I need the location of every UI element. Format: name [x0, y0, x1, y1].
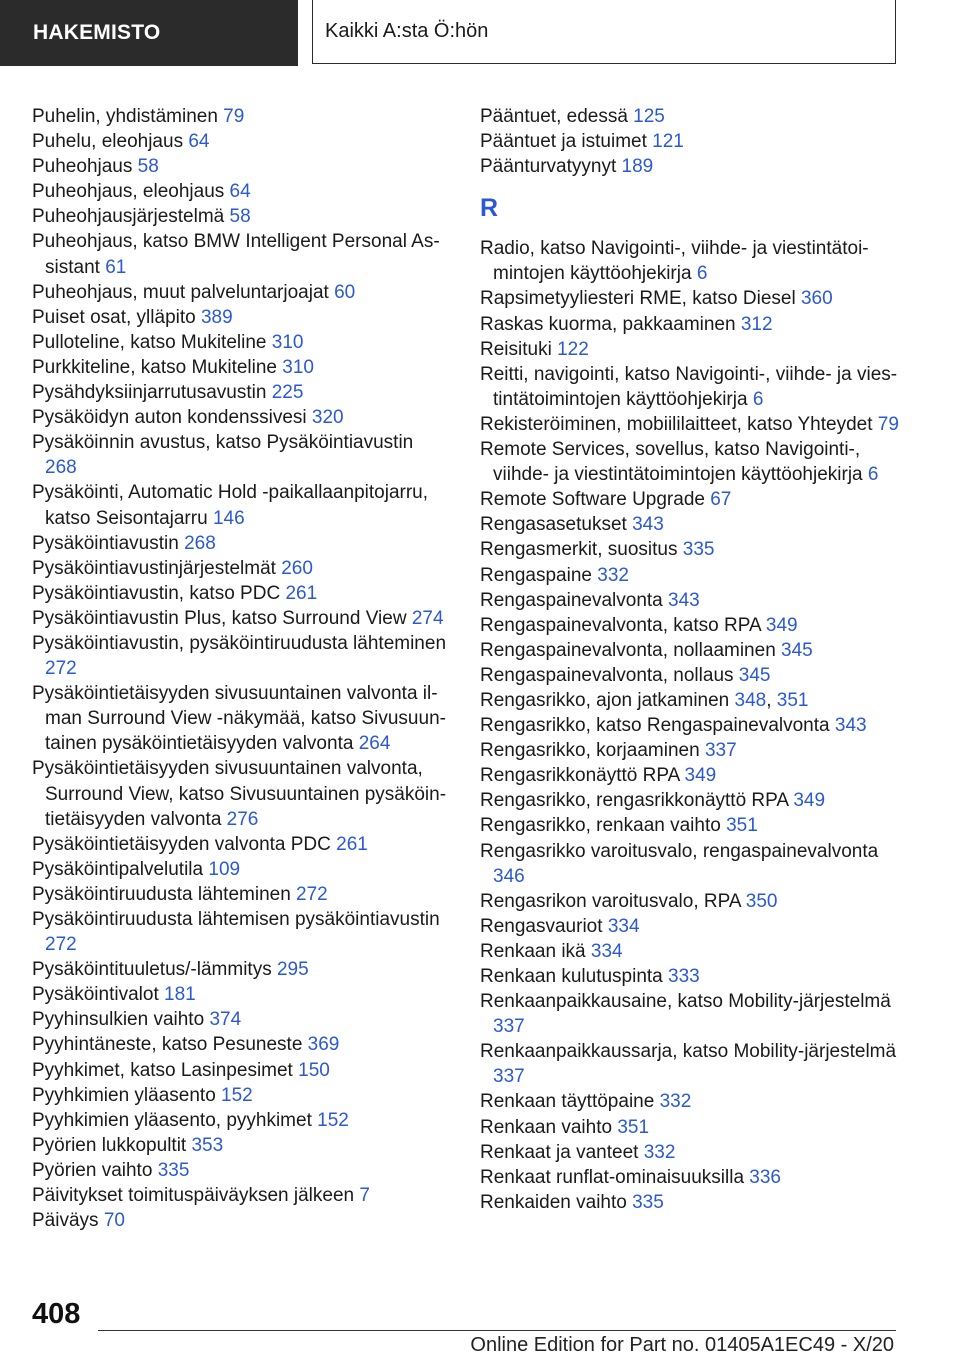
- index-entry: [480, 588, 900, 613]
- index-entry-text: Renkaanpaikkaussarja, katso Mobility-järjestelmä: [480, 1041, 897, 1063]
- page-link[interactable]: 152: [221, 1084, 253, 1106]
- index-entry: [32, 531, 450, 556]
- index-entry-text: Raskas kuorma, pakkaaminen: [480, 313, 736, 335]
- index-entry: [480, 613, 900, 638]
- page-link[interactable]: 335: [632, 1191, 664, 1213]
- index-entry-text: Rengasrikko varoitusvalo, rengaspainevalvonta: [480, 840, 879, 862]
- index-entry: [480, 337, 900, 362]
- page-link[interactable]: 343: [834, 715, 867, 737]
- index-entry-text: Pääntuet ja istuimet: [480, 131, 647, 153]
- index-entry: [32, 606, 450, 631]
- page-link[interactable]: 264: [358, 733, 391, 755]
- page-link[interactable]: 332: [659, 1091, 692, 1113]
- index-entry-text: Pysäköintiavustinjärjestelmät: [32, 557, 276, 579]
- page-link[interactable]: 64: [188, 131, 210, 153]
- index-group-p-end: [480, 104, 900, 179]
- index-entry-text: Rengasrikko, korjaaminen: [480, 740, 700, 762]
- index-entry: [32, 581, 450, 606]
- index-entry-text: Pysäköintietäisyyden valvonta PDC: [32, 833, 331, 855]
- page-link[interactable]: 6: [752, 388, 764, 410]
- index-entry-text: Rengasvauriot: [480, 915, 603, 937]
- index-entry-text: Rengasrikko, ajon jatkaminen: [480, 689, 730, 711]
- index-entry-text: Pyyhkimien yläasento: [32, 1084, 216, 1106]
- page-link[interactable]: 337: [493, 1016, 525, 1038]
- index-entry: [32, 305, 450, 330]
- index-entry-text: Pyyhkimien yläasento, pyyhkimet: [32, 1109, 312, 1131]
- page-link[interactable]: 334: [607, 915, 640, 937]
- index-entry: [480, 487, 900, 512]
- page-link[interactable]: 146: [212, 507, 245, 529]
- index-entry-text: Päänturvatyynyt: [480, 156, 617, 178]
- index-entry: [480, 286, 900, 311]
- index-entry: [32, 1108, 450, 1133]
- index-entry-text: Pysäköintiavustin, pysäköintiruudusta lähteminen: [32, 632, 447, 654]
- index-entry-text: Rengaspainevalvonta, nollaus: [480, 664, 734, 686]
- page-link[interactable]: 6: [867, 464, 879, 486]
- index-entry: [480, 914, 900, 939]
- index-entry-text: Pysäköintituuletus/-lämmitys: [32, 959, 272, 981]
- index-entry: [32, 229, 450, 279]
- page-link[interactable]: 351: [726, 815, 758, 837]
- index-group-r: [480, 236, 900, 1215]
- footer-divider: [98, 1330, 896, 1331]
- section-label: HAKEMISTO: [33, 21, 161, 44]
- index-entry: [480, 813, 900, 838]
- index-entry: [32, 1007, 450, 1032]
- index-entry: [480, 104, 900, 129]
- page-link[interactable]: 7: [359, 1185, 370, 1207]
- page-link[interactable]: 335: [682, 539, 715, 561]
- index-entry-text: Pyörien lukkopultit: [32, 1134, 187, 1156]
- page-link[interactable]: 349: [684, 765, 717, 787]
- page-title: Kaikki A:sta Ö:hön: [325, 20, 489, 42]
- index-entry: [32, 907, 450, 957]
- page-link[interactable]: 310: [282, 356, 314, 378]
- page-link[interactable]: 343: [632, 514, 664, 536]
- page-link[interactable]: 345: [781, 639, 813, 661]
- page-link[interactable]: 61: [105, 256, 127, 278]
- index-entry: [480, 738, 900, 763]
- index-entry-text: Rekisteröiminen, mobiililaitteet, katso Yhteydet: [480, 413, 873, 435]
- index-entry: [480, 563, 900, 588]
- index-entry-text: Rengasrikon varoitusvalo, RPA: [480, 890, 741, 912]
- index-entry-text: Pysäköintiavustin: [32, 532, 179, 554]
- index-entry: [32, 832, 450, 857]
- index-entry-text: Rengasrikko, renkaan vaihto: [480, 815, 721, 837]
- index-entry-text: Pysäköinti, Automatic Hold -paikallaanpitojarru, katso Seisontajarru: [32, 482, 429, 529]
- page-link[interactable]: 109: [208, 858, 241, 880]
- index-entry-text: Rapsimetyyliesteri RME, katso Diesel: [480, 288, 796, 310]
- index-entry: [480, 989, 900, 1039]
- section-letter-heading: R: [480, 194, 499, 223]
- index-entry-text: Pysäköintivalot: [32, 984, 159, 1006]
- section-tab: [0, 0, 298, 66]
- index-entry: [32, 179, 450, 204]
- index-entry-text: Renkaanpaikkausaine, katso Mobility-järjestelmä: [480, 991, 891, 1013]
- index-entry-text: Rengaspainevalvonta, katso RPA: [480, 614, 761, 636]
- page-link[interactable]: 295: [276, 959, 309, 981]
- page-link[interactable]: 337: [493, 1066, 525, 1088]
- index-entry: [480, 889, 900, 914]
- index-entry-text: Rengasrikko, katso Rengaspainevalvonta: [480, 715, 830, 737]
- index-entry-text: Rengasmerkit, suositus: [480, 539, 678, 561]
- page-link[interactable]: 310: [271, 331, 304, 353]
- page-link[interactable]: 276: [226, 808, 259, 830]
- index-entry-text: Rengaspaine: [480, 564, 592, 586]
- index-entry-text: Reisituki: [480, 338, 552, 360]
- index-entry-text: Puiset osat, ylläpito: [32, 306, 196, 328]
- index-entry-text: Pysähdyksiinjarrutusavustin: [32, 382, 267, 404]
- index-entry-text: Purkkiteline, katso Mukiteline: [32, 356, 277, 378]
- index-entry-text: Remote Services, sovellus, katso Navigointi-, viihde- ja viestintätoimintojen käyttöohjekirja: [480, 439, 863, 486]
- index-entry: [480, 236, 900, 286]
- index-entry-text: Päiväys: [32, 1210, 99, 1232]
- index-entry: [480, 512, 900, 537]
- index-entry-text: Renkaan vaihto: [480, 1116, 613, 1138]
- index-entry: [32, 681, 450, 756]
- page-link[interactable]: 351: [776, 689, 809, 711]
- index-entry-text: Pysäköinnin avustus, katso Pysäköintiavustin: [32, 432, 414, 454]
- page-link[interactable]: 261: [336, 833, 368, 855]
- index-entry: [480, 312, 900, 337]
- index-entry: [32, 1158, 450, 1183]
- index-entry: [32, 1133, 450, 1158]
- index-entry: [480, 1039, 900, 1089]
- index-entry-text: Rengasrikko, rengasrikkonäyttö RPA: [480, 790, 789, 812]
- index-entry-text: Pyyhintäneste, katso Pesuneste: [32, 1034, 303, 1056]
- page-link[interactable]: 125: [633, 106, 665, 127]
- page-link[interactable]: 189: [621, 156, 654, 178]
- page-link[interactable]: 58: [229, 206, 251, 228]
- page-link[interactable]: 79: [223, 106, 245, 127]
- index-entry-text: Pysäköintiruudusta lähtemisen pysäköintiavustin: [32, 909, 440, 930]
- page-link[interactable]: 6: [696, 263, 708, 285]
- page-link[interactable]: 333: [668, 966, 700, 987]
- index-entry-text: Renkaat ja vanteet: [480, 1141, 639, 1163]
- page-link[interactable]: 272: [45, 934, 77, 956]
- index-column-left: [32, 104, 450, 1233]
- index-entry-text: Pulloteline, katso Mukiteline: [32, 331, 267, 353]
- footer-edition: Online Edition for Part no. 01405A1EC49 - X/20: [470, 1334, 894, 1356]
- index-entry: [32, 631, 450, 681]
- index-entry: [32, 857, 450, 882]
- page-link[interactable]: 312: [740, 313, 773, 335]
- page-link[interactable]: 332: [643, 1141, 676, 1163]
- index-entry-text: Rengaspainevalvonta, nollaaminen: [480, 639, 776, 661]
- page-link[interactable]: 349: [793, 790, 826, 812]
- page-link[interactable]: 320: [311, 407, 344, 429]
- index-entry-text: Pyörien vaihto: [32, 1159, 153, 1181]
- index-entry-text: Reitti, navigointi, katso Navigointi-, viihde- ja viestintätoimintojen käyttöohjekirja: [480, 363, 898, 410]
- index-entry-text: Pysäköintietäisyyden sivusuuntainen valvonta, Surround View, katso Sivusuuntainen pysäköintietäisyyden valvonta: [32, 758, 447, 830]
- index-entry: [32, 380, 450, 405]
- page-link[interactable]: 122: [557, 338, 589, 360]
- page-link[interactable]: 260: [281, 557, 313, 579]
- index-entry: [480, 638, 900, 663]
- index-entry: [480, 537, 900, 562]
- index-entry: [32, 556, 450, 581]
- page-link[interactable]: 389: [200, 306, 233, 328]
- index-entry-text: Radio, katso Navigointi-, viihde- ja viestintätoimintojen käyttöohjekirja: [480, 238, 869, 285]
- index-entry-text: Puheohjausjärjestelmä: [32, 206, 225, 228]
- page-link[interactable]: 272: [296, 883, 328, 905]
- page-link[interactable]: 261: [285, 582, 318, 604]
- index-entry: [32, 1083, 450, 1108]
- page-link[interactable]: 268: [184, 532, 216, 554]
- index-entry: [32, 882, 450, 907]
- index-entry-text: Renkaan kulutuspinta: [480, 966, 663, 987]
- index-entry-text: Puheohjaus: [32, 156, 133, 178]
- page-link[interactable]: 181: [164, 984, 196, 1006]
- index-entry: [480, 663, 900, 688]
- index-entry-text: Renkaan ikä: [480, 940, 586, 962]
- page-link[interactable]: 337: [704, 740, 737, 762]
- index-entry: [32, 1183, 450, 1208]
- index-entry-text: Pysäköidyn auton kondenssivesi: [32, 407, 307, 429]
- index-entry-text: Renkaan täyttöpaine: [480, 1091, 655, 1113]
- page-link[interactable]: 348: [734, 689, 767, 711]
- index-entry-text: Puhelin, yhdistäminen: [32, 106, 218, 127]
- index-entry-text: Pyyhinsulkien vaihto: [32, 1009, 205, 1031]
- index-entry-text: Renkaiden vaihto: [480, 1191, 627, 1213]
- index-entry-text: Puhelu, eleohjaus: [32, 131, 184, 153]
- page-link[interactable]: 268: [45, 457, 77, 479]
- index-entry: [480, 362, 900, 412]
- index-entry: [480, 154, 900, 179]
- index-entry: [32, 957, 450, 982]
- index-entry: [32, 154, 450, 179]
- page-link[interactable]: 152: [317, 1109, 349, 1131]
- index-entry: [32, 204, 450, 229]
- index-entry: [32, 280, 450, 305]
- index-entry: [480, 412, 900, 437]
- page-link[interactable]: 349: [765, 614, 798, 636]
- index-entry: [32, 1208, 450, 1233]
- index-entry: [480, 713, 900, 738]
- page-link[interactable]: 58: [137, 156, 159, 178]
- index-entry: [480, 788, 900, 813]
- page-link[interactable]: 343: [668, 589, 700, 611]
- index-entry: [32, 982, 450, 1007]
- page-link[interactable]: 67: [710, 489, 732, 511]
- page-link[interactable]: 336: [749, 1166, 781, 1188]
- page-link[interactable]: 351: [617, 1116, 650, 1138]
- index-entry-text: Pääntuet, edessä: [480, 106, 628, 127]
- index-entry-text: Rengasasetukset: [480, 514, 627, 536]
- page-link[interactable]: 272: [45, 658, 77, 680]
- page-link[interactable]: 369: [307, 1034, 340, 1056]
- index-entry-text: Pyyhkimet, katso Lasinpesimet: [32, 1059, 293, 1081]
- index-entry: Rengasrikko, ajon jatkaminen 348, 351: [480, 689, 809, 711]
- page-link[interactable]: 360: [800, 288, 833, 310]
- index-entry: [480, 964, 900, 989]
- index-entry-text: Rengasrikkonäyttö RPA: [480, 765, 680, 787]
- header: [0, 0, 960, 66]
- page-link[interactable]: 374: [209, 1009, 242, 1031]
- index-entry-text: Pysäköintiavustin Plus, katso Surround View: [32, 607, 407, 629]
- index-entry-text: Päivitykset toimituspäiväyksen jälkeen: [32, 1185, 355, 1207]
- index-entry-text: Puheohjaus, muut palveluntarjoajat: [32, 281, 329, 303]
- page-link[interactable]: 335: [157, 1159, 190, 1181]
- index-entry-text: Rengaspainevalvonta: [480, 589, 663, 611]
- page-link[interactable]: 64: [229, 181, 251, 203]
- index-column-right: [480, 104, 900, 1215]
- page-link[interactable]: 60: [334, 281, 356, 303]
- index-entry-text: Puheohjaus, katso BMW Intelligent Personal Assistant: [32, 231, 440, 278]
- index-entry: [32, 104, 450, 129]
- index-entry-text: Pysäköintipalvelutila: [32, 858, 204, 880]
- page-number: 408: [32, 1298, 81, 1330]
- page-link[interactable]: 70: [103, 1210, 125, 1232]
- index-entry: [480, 1190, 900, 1215]
- page-link[interactable]: 225: [271, 382, 304, 404]
- index-entry: [32, 355, 450, 380]
- page-link[interactable]: 350: [745, 890, 778, 912]
- index-entry-text: Pysäköintiruudusta lähteminen: [32, 883, 291, 905]
- page-link[interactable]: 121: [652, 131, 684, 153]
- index-entry: [32, 1058, 450, 1083]
- title-tab: [312, 0, 896, 64]
- index-entry: [32, 405, 450, 430]
- index-entry: [32, 756, 450, 831]
- page-link[interactable]: 353: [191, 1134, 224, 1156]
- index-entry: [480, 763, 900, 788]
- index-entry: [32, 1032, 450, 1057]
- page-link[interactable]: 334: [590, 940, 623, 962]
- page-link[interactable]: 332: [597, 564, 629, 586]
- page-link[interactable]: 150: [298, 1059, 330, 1081]
- index-entry: [480, 129, 900, 154]
- page-link[interactable]: 274: [411, 607, 444, 629]
- index-entry: [480, 1089, 900, 1114]
- index-entry: [480, 1165, 900, 1190]
- index-entry-text: Pysäköintietäisyyden sivusuuntainen valvonta ilman Surround View -näkymää, katso Sivusuuntainen pysäköintietäisyyden valvonta: [32, 683, 446, 755]
- index-entry: [32, 330, 450, 355]
- page-link[interactable]: 346: [493, 865, 525, 887]
- index-entry: [480, 1140, 900, 1165]
- index-entry: [480, 437, 900, 487]
- index-entry-text: Remote Software Upgrade: [480, 489, 705, 511]
- index-entry-text: Pysäköintiavustin, katso PDC: [32, 582, 281, 604]
- index-entry-text: Renkaat runflat-ominaisuuksilla: [480, 1166, 745, 1188]
- index-entry: [480, 839, 900, 889]
- page-link[interactable]: 79: [877, 413, 899, 435]
- index-entry-text: Puheohjaus, eleohjaus: [32, 181, 225, 203]
- index-entry: [32, 430, 450, 480]
- index-entry: [480, 1115, 900, 1140]
- page-link[interactable]: 345: [738, 664, 771, 686]
- index-entry: [32, 129, 450, 154]
- index-entry: [32, 480, 450, 530]
- index-entry: [480, 939, 900, 964]
